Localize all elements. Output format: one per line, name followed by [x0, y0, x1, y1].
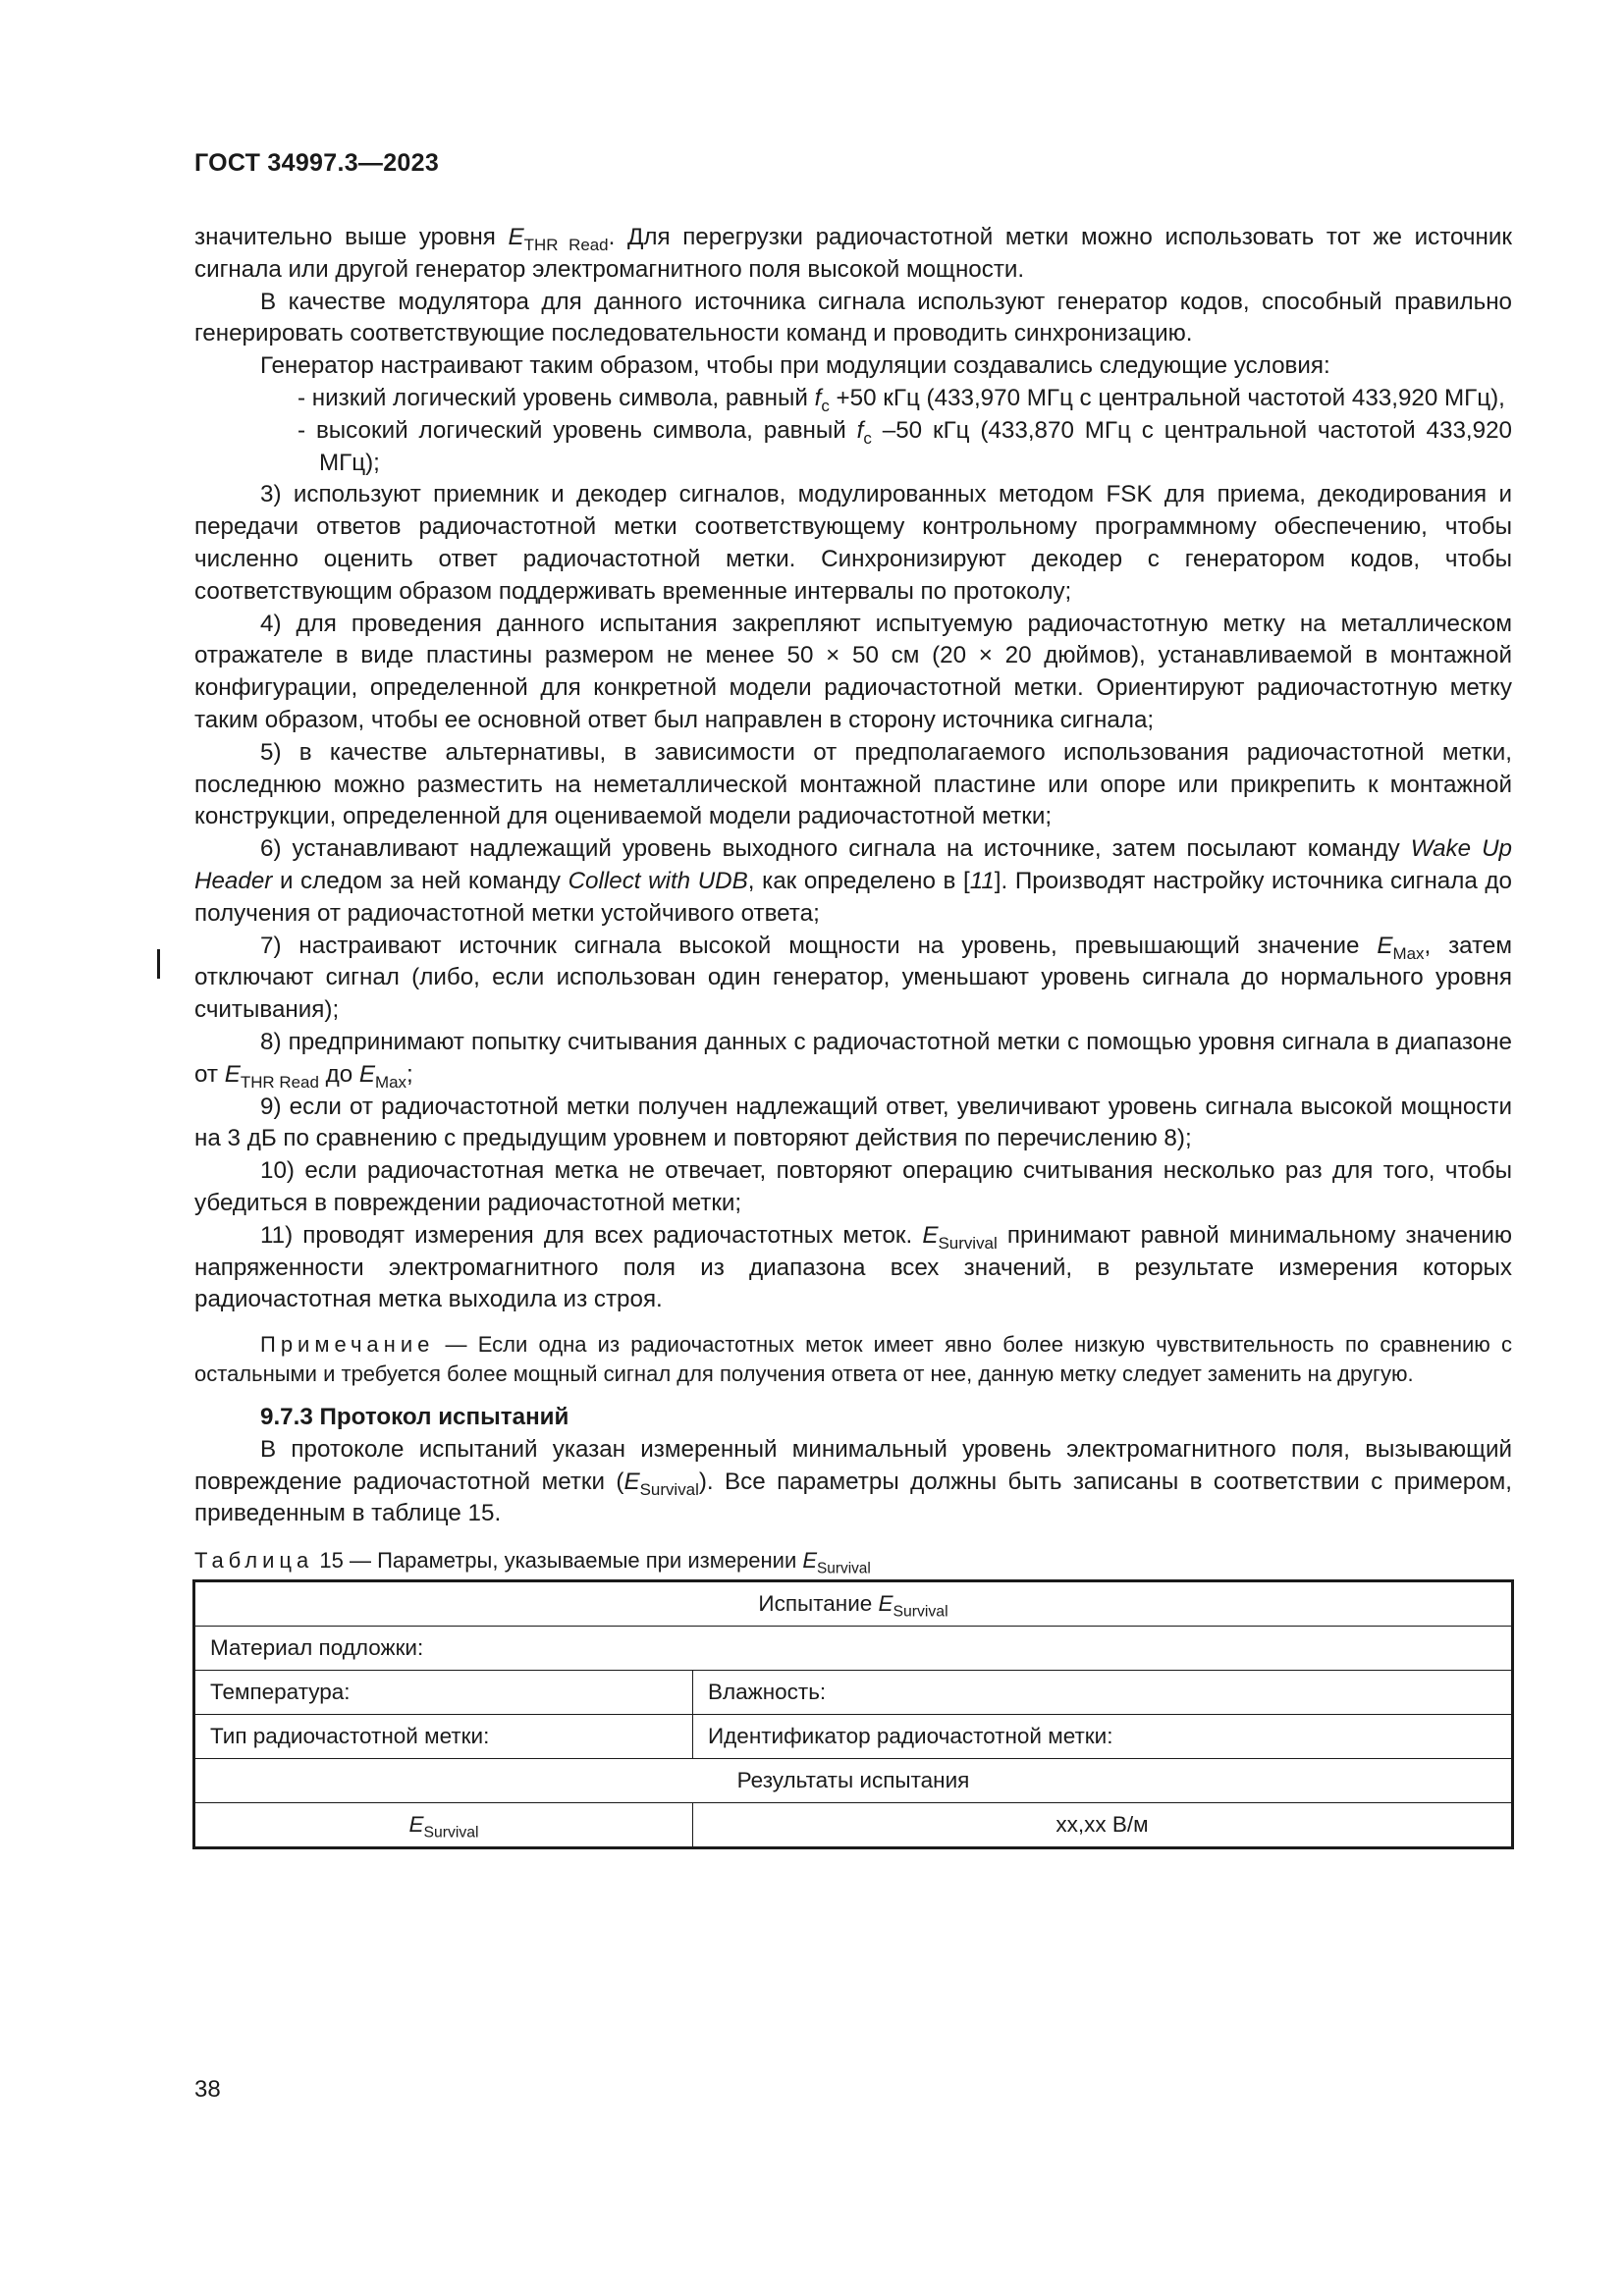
table-row: [195, 1759, 1512, 1803]
table-row: [195, 1803, 1512, 1847]
table-cell-result-value: хх,хх В/м: [693, 1803, 1512, 1847]
symbol-e: E: [878, 1590, 893, 1616]
list-item-4: 4) для проведения данного испытания закрепляют испытуемую радиочастотную метку на металлическом отражателе в виде пластины размером не менее 50 × 50 см (20 × 20 дюймов), устанавливаемой в монтажной конфигурации, определенной для конкретной модели радиочастотной метки. Ориентируют радиочастотную метку таким образом, чтобы ее основной ответ был направлен в сторону источника сигнала;: [194, 610, 1512, 733]
symbol-e: E: [224, 1060, 241, 1088]
list-item-11: 11) проводят измерения для всех радиочастотных меток. $E_{Survival}$ принимают равной минимальному значению напряженности электромагнитного поля из диапазона всех значений, в результате измерения которых радиочастотная метка выходила из строя.: [194, 1221, 1512, 1313]
table-row: [195, 1671, 1512, 1715]
list-item-6: 6) устанавливают надлежащий уровень выходного сигнала на источнике, затем посылают команду Wake Up Header и следом за ней команду Collect with UDB, как определено в [11]. Производят настройку источника сигнала до получения от радиочастотной метки устойчивого ответа;: [194, 835, 1513, 927]
page-body: [194, 222, 1512, 1847]
symbol-e: E: [408, 1811, 424, 1837]
reference-number: 11: [969, 867, 995, 894]
list-item-3: 3) используют приемник и декодер сигналов, модулированных методом FSK для приема, декодирования и передачи ответов радиочастотной метки соответствующему контрольному программному обеспечению, чтобы численно оценить ответ радиочастотной метки. Синхронизируют декодер с генератором кодов, чтобы соответствующим образом поддерживать временные интервалы по протоколу;: [194, 481, 1512, 605]
paragraph-protocol: В протоколе испытаний указан измеренный минимальный уровень электромагнитного поля, вызывающий повреждение радиочастотной метки $(E_{Survival})$. Все параметры должны быть записаны в соответствии с примером, приведенным в таблице 15.: [194, 1435, 1513, 1527]
change-bar: [157, 949, 160, 979]
list-item-dash-high: - высокий логический уровень символа, равный $f_c$ –50 кГц (433,870 МГц с центральной частотой 433,920 МГц);: [298, 416, 1512, 476]
table-cell-result-symbol: [195, 1803, 693, 1847]
note-label: Примечание: [260, 1332, 435, 1358]
subscript-thr-read: THR Read: [240, 1072, 319, 1092]
parameters-table: [194, 1581, 1512, 1847]
symbol-e: E: [1377, 932, 1393, 959]
list-item-10: 10) если радиочастотная метка не отвечает, повторяют операцию считывания несколько раз для того, чтобы убедиться в повреждении радиочастотной метки;: [194, 1157, 1512, 1216]
subscript-survival: Survival: [639, 1479, 699, 1499]
table-title-cell: Испытание $E_{Survival}$: [195, 1582, 1512, 1627]
symbol-f: f: [856, 416, 864, 444]
symbol-e: E: [922, 1221, 939, 1249]
symbol-e: E: [358, 1060, 376, 1088]
subscript-c: c: [821, 396, 830, 415]
table-cell-tag-type: Тип радиочастотной метки:: [195, 1715, 693, 1759]
document-header: ГОСТ 34997.3—2023: [194, 149, 440, 177]
table-row: [195, 1582, 1512, 1627]
subscript-max: Max: [1392, 943, 1425, 963]
subscript-survival: Survival: [938, 1233, 998, 1253]
table-cell-tag-id: Идентификатор радиочастотной метки:: [693, 1715, 1512, 1759]
table-row: [195, 1627, 1512, 1671]
list-item-5: 5) в качестве альтернативы, в зависимости от предполагаемого использования радиочастотной метки, последнюю можно разместить на неметаллической монтажной пластине или опоре или прикрепить к монтажной конструкции, определенной для оцениваемой модели радиочастотной метки;: [194, 738, 1512, 830]
subscript-c: c: [863, 428, 872, 448]
symbol-f: f: [814, 384, 822, 411]
subscript-survival: Survival: [893, 1603, 948, 1621]
list-item-7: 7) настраивают источник сигнала высокой мощности на уровень, превышающий значение $E_{Max}$, затем отключают сигнал (либо, если использован один генератор, уменьшают уровень сигнала до нормального уровня считывания);: [194, 932, 1512, 1024]
symbol-e: E: [623, 1468, 640, 1495]
command-name: Wake Up Header: [194, 835, 1513, 894]
paragraph-continuation: значительно выше уровня $E_{THR Read}$. Для перегрузки радиочастотной метки можно использовать тот же источник сигнала или другой генератор электромагнитного поля высокой мощности.: [194, 224, 1512, 283]
subscript-thr-read: THR Read: [523, 235, 609, 254]
subscript-max: Max: [375, 1072, 407, 1092]
page-number: 38: [194, 2076, 221, 2103]
symbol-e: E: [508, 224, 524, 250]
table-cell-humidity: Влажность:: [693, 1671, 1512, 1715]
table-cell-results-header: Результаты испытания: [195, 1759, 1512, 1803]
subscript-survival: Survival: [817, 1560, 871, 1577]
list-item-dash-low: - низкий логический уровень символа, равный $f_c +50$ кГц (433,970 МГц с центральной частотой 433,920 МГц),: [298, 384, 1505, 415]
table-caption-label: Таблица: [194, 1548, 314, 1574]
section-heading: 9.7.3 Протокол испытаний: [260, 1404, 569, 1431]
list-item-9: 9) если от радиочастотной метки получен надлежащий ответ, увеличивают уровень сигнала высокой мощности на 3 дБ по сравнению с предыдущим уровнем и повторяют действия по перечислению 8);: [194, 1093, 1512, 1152]
paragraph-modulator: В качестве модулятора для данного источника сигнала используют генератор кодов, способный правильно генерировать соответствующие последовательности команд и проводить синхронизацию.: [194, 288, 1512, 347]
note: Примечание — Если одна из радиочастотных меток имеет явно более низкую чувствительность по сравнению с остальными и требуется более мощный сигнал для получения ответа от нее, данную метку следует заменить на другую.: [194, 1332, 1512, 1386]
table-cell-substrate: Материал подложки:: [195, 1627, 1512, 1671]
list-item-8: 8) предпринимают попытку считывания данных с радиочастотной метки с помощью уровня сигнала в диапазоне от $E_{THR Read}$ до $E_{Max}$;: [194, 1028, 1512, 1092]
paragraph-generator: Генератор настраивают таким образом, чтобы при модуляции создавались следующие условия:: [260, 352, 1330, 380]
table-row: [195, 1715, 1512, 1759]
table-cell-temperature: Температура:: [195, 1671, 693, 1715]
subscript-survival: Survival: [423, 1824, 479, 1842]
table-caption: Таблица 15 — Параметры, указываемые при измерении $E_{Survival}$: [194, 1548, 871, 1577]
command-name: Collect with UDB: [568, 867, 748, 894]
symbol-e: E: [802, 1548, 818, 1574]
